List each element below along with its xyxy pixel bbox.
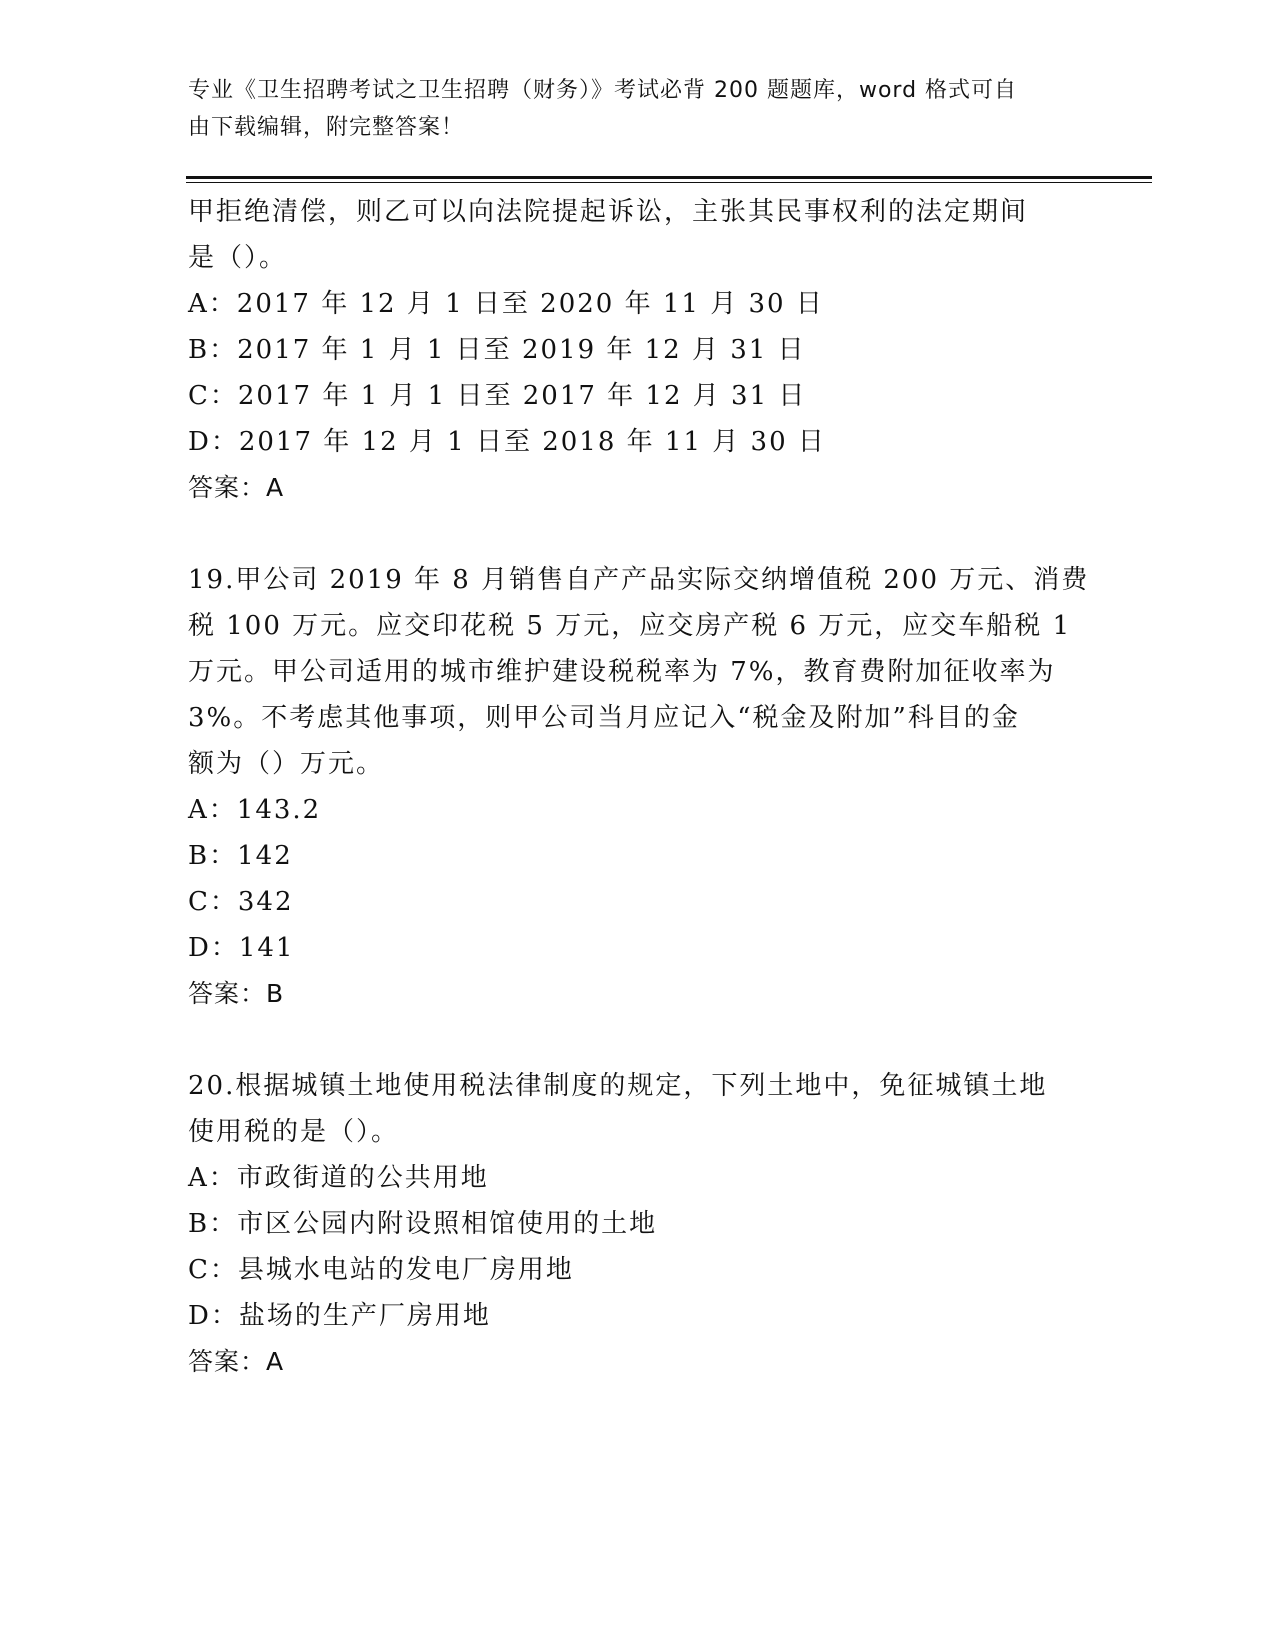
option-d: D：2017 年 12 月 1 日至 2018 年 11 月 30 日 [188, 427, 826, 457]
option-b: B：市区公园内附设照相馆使用的土地 [188, 1209, 658, 1239]
question-stem-line: 额为（）万元。 [188, 749, 385, 779]
option-b: B：2017 年 1 月 1 日至 2019 年 12 月 31 日 [188, 335, 806, 365]
option-c: C：县城水电站的发电厂房用地 [188, 1255, 574, 1285]
question-stem-line: 是（）。 [188, 243, 288, 273]
question-19 [188, 557, 1088, 1017]
spacer [188, 511, 1088, 557]
question-stem-line: 甲拒绝清偿，则乙可以向法院提起诉讼，主张其民事权利的法定期间 [188, 197, 1029, 227]
option-b: B：142 [188, 841, 293, 871]
option-d: D：141 [188, 933, 295, 963]
option-c: C：2017 年 1 月 1 日至 2017 年 12 月 31 日 [188, 381, 807, 411]
question-stem-line: 19.甲公司 2019 年 8 月销售自产产品实际交纳增值税 200 万元、消费 [188, 565, 1090, 595]
header-line-2: 由下载编辑，附完整答案！ [188, 115, 465, 140]
header-rule-thick [186, 176, 1152, 179]
question-stem-line: 使用税的是（）。 [188, 1117, 400, 1147]
question-stem-line: 20.根据城镇土地使用税法律制度的规定，下列土地中，免征城镇土地 [188, 1071, 1048, 1101]
question-20 [188, 1063, 1088, 1385]
option-a: A：143.2 [188, 795, 322, 825]
spacer [188, 1017, 1088, 1063]
answer-label: 答案：A [188, 473, 285, 502]
question-content [188, 189, 1088, 1385]
header-rule-thin [186, 182, 1152, 183]
document-header [188, 72, 1068, 146]
header-line-1: 专业《卫生招聘考试之卫生招聘（财务）》考试必背 200 题题库，word 格式可自 [188, 78, 1018, 103]
question-18 [188, 189, 1088, 511]
question-stem-line: 3%。不考虑其他事项，则甲公司当月应记入“税金及附加”科目的金 [188, 703, 1020, 733]
question-stem-line: 税 100 万元。应交印花税 5 万元，应交房产税 6 万元，应交车船税 1 [188, 611, 1072, 641]
answer-label: 答案：A [188, 1347, 285, 1376]
option-d: D：盐场的生产厂房用地 [188, 1301, 491, 1331]
option-a: A：市政街道的公共用地 [188, 1163, 489, 1193]
answer-label: 答案：B [188, 979, 285, 1008]
option-c: C：342 [188, 887, 294, 917]
option-a: A：2017 年 12 月 1 日至 2020 年 11 月 30 日 [188, 289, 824, 319]
question-stem-line: 万元。甲公司适用的城市维护建设税税率为 7%，教育费附加征收率为 [188, 657, 1056, 687]
